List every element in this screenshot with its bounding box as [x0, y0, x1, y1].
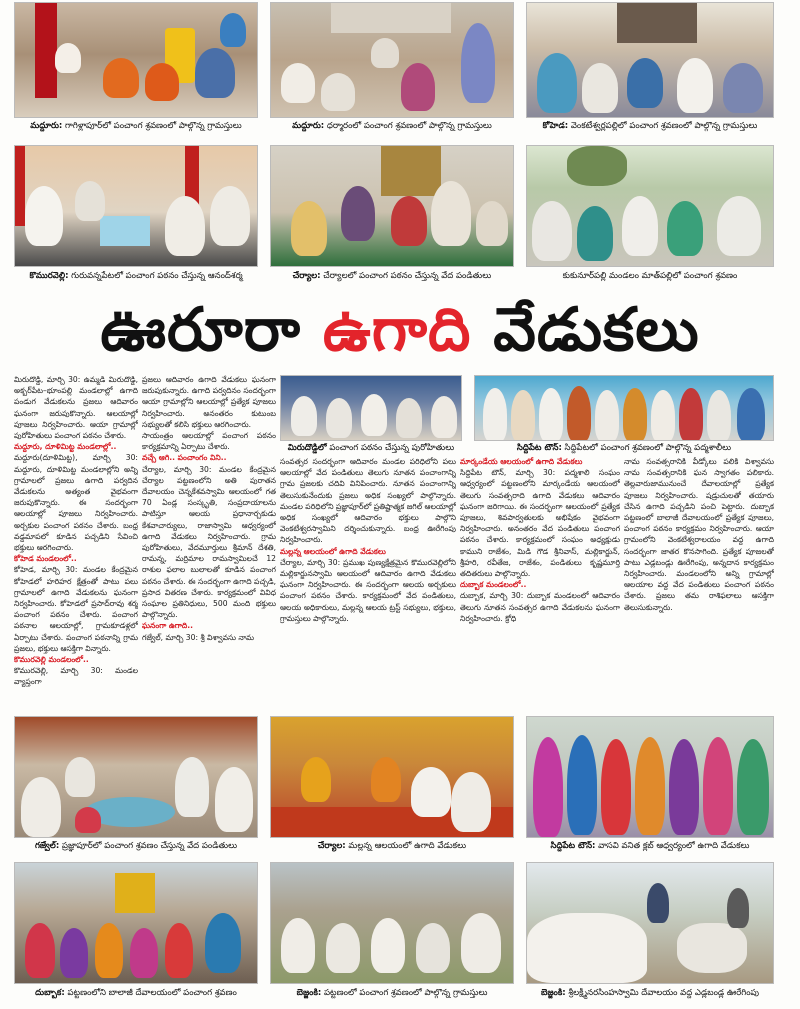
headline-part-1: ఊరూరా	[100, 295, 301, 365]
caption-balaji-temple-dubbaka: దుబ్బాక: పట్టణంలోని బాలాజీ దేవాలయంలో పంచాంగ శ్రవణం	[35, 988, 237, 998]
article-column-1	[14, 374, 138, 708]
article-paragraph: కోహెడ, మార్చి 30: మండల కేంద్రమైన కోహెడలో హరిహర క్షేత్రంతో పాటు పలు గ్రామాలలో ఉగాది వేడుకలను ఘనంగా నిర్వహించారు. కోహెడలో ప్రసాద్‌రావు శర్మ పంచాంగ పఠనం చేశారు. పంచాంగ పఠనాల ఆలయాల్లో, గ్రామకూడళ్లలో ఏర్పాటు చేశారు. పంచాంగ పఠనాన్ని గ్రామ ప్రజలు, భక్తులు ఆసక్తిగా విన్నారు.	[14, 565, 138, 653]
caption-mathpally: కుకునూర్‌పల్లి మండలం మాత్‌పల్లిలో పంచాంగ శ్రవణం	[562, 271, 738, 281]
article-paragraph: సిద్దిపేట టౌన్, మార్చి 30: పద్మశాలి సంఘం ఆధ్వర్యంలో పట్టణంలోని మార్కండేయ ఆలయంలో తెలుగు సంవత్సరాది ఉగాది వేడుకలు ఆదివారం ఘనంగా జరిగాయి. ఈ సందర్భంగా ఆలయంలో ప్రత్యేక పూజలు, శివపార్వతులకు అభిషేకం వైభవంగా నిర్వహించారు. అనంతరం వేద పండితులు పంచాంగ పఠనం చేశారు. కార్యక్రమంలో సంఘం అధ్యక్షుడు కాముని రాజేశం, మిడి గౌడ శ్రీనివాస్, మల్లికార్జున్, శ్రీహరి, రవీతేజ, రాజేశం, పండితులు కృష్ణమూర్తి తదితరులు పాల్గొన్నారు.	[460, 468, 620, 579]
article-subheading: కొమురవెల్లి మండలంలో..	[14, 655, 89, 665]
article-subheading: మద్దూరు, దూళిమిట్ట మండలాల్లో..	[14, 442, 117, 452]
caption-mirudoddi: మిరుదొడ్డిలో పంచాంగ పఠనం చేస్తున్న పురోహితులు	[287, 443, 455, 453]
article-column-2	[142, 374, 276, 708]
article-paragraph: మద్దూరు(దూళిమిట్ట), మార్చి 30: మద్దూరు, దూళిమిట్ట మండలాల్లోని అన్ని గ్రామాలలో ప్రజలు ఉగాది పర్వదిన వేడుకలను అత్యంత వైభవంగా జరుపుకొన్నారు. ఈ సందర్భంగా ఆలయాల్లో పూజలు నిర్వహించారు. అర్చకుల పంచాంగ పఠనం చేశారు. బంధ్ర వడ్డమాపలో కూడిన పచ్చడిని సేవించి భక్తులు ఆరగించారు.	[14, 453, 138, 553]
caption-mallanna-temple: చేర్యాల: మల్లన్న ఆలయంలో ఉగాది వేడుకలు	[317, 841, 467, 851]
photo-mathpally	[526, 145, 774, 267]
photo-mirudoddi	[280, 375, 462, 441]
article-subheading: మార్కండేయ ఆలయంలో ఉగాది వేడుకలు	[460, 457, 583, 466]
article-paragraph: కొమురవెల్లి, మార్చి 30: మండల వ్యాప్తంగా	[14, 666, 138, 687]
photo-dharmaram	[270, 2, 514, 118]
photo-balaji-temple-dubbaka	[14, 862, 258, 984]
photo-cheryala	[270, 145, 514, 267]
caption-guruvannapeta: కొమురవెల్లి: గురువన్నపేటలో పంచాంగ పఠనం చేస్తున్న ఆనంద్‌శర్మ	[29, 271, 243, 281]
photo-mallanna-temple	[270, 716, 514, 838]
article-column-3	[280, 456, 456, 708]
article-paragraph: చేర్యాల, మార్చి 30: ప్రముఖ పుణ్యక్షేత్రమైన కొమురవెల్లిలోని మల్లికార్జునస్వామి ఆలయంలో ఆదివారం ఉగాది వేడుకలు ఘనంగా నిర్వహించారు. ఈ సందర్భంగా ఆలయ అర్చకులు పంచాంగ పఠనం చేశారు. కార్యక్రమంలో వేద పండితులు, ఆలయ అధికారులు, మల్లన్న ఆలయ ట్రస్ట్ సభ్యులు, భక్తులు, గ్రామస్తులు పాల్గొన్నారు.	[280, 557, 456, 623]
photo-guruvannapeta	[14, 145, 258, 267]
article-paragraph: నామ సంవత్సరానికి వీడ్కోలు పలికి విశ్వావసు నామ సంవత్సరానికి ఘన స్వాగతం పలికారు. తెల్లవారుజామునుంచే దేవాలయాల్లో ప్రత్యేక పూజలు నిర్వహించారు. షడ్రుచులతో తయారు చేసిన ఉగాది పచ్చడిని పంచి పెట్టారు. దుబ్బాక పట్టణంలో బాలాజీ దేవాలయంలో ప్రత్యేక పూజలు, పంచాంగ పఠనం కార్యక్రమం నిర్వహించారు. ఆయా గ్రామంలోని వెంకటేశ్వరాలయం వద్ద ఉగాది సందర్భంగా జాతర కొనసాగింది. ప్రత్యేక పూజలతో పాటు ఎడ్లబండ్లు ఊరేగింపు, అన్నదాన కార్యక్రమం నిర్వహించారు. మండలంలోని అన్ని గ్రామాల్లో ఆలయాల వద్ద వేద పండితులు పంచాంగ పఠనం చేశారు. ప్రజలు తమ రాశిఫలాలు ఆసక్తిగా తెలుసుకున్నారు.	[624, 457, 774, 612]
photo-bejjanki-town	[270, 862, 514, 984]
article-paragraph: మిరుదొడ్డి, మార్చి 30: ఉమ్మడి మిరుదొడ్డి, అక్బర్‌పేట–భూంపల్లి మండలాల్లో ఉగాది పండుగ వేడుకలను ప్రజలు ఆదివారం ఘనంగా జరుపుకొన్నారు. ఆలయాల్లో పూజలు నిర్వహించారు. ఆయా గ్రామాల్లో పురోహితులు పంచాంగ పఠనం చేశారు.	[14, 375, 138, 441]
article-paragraph: చేర్యాల, మార్చి 30: మండల కేంద్రమైన చేర్యాల పట్టణంలోని అతి పురాతన దేవాలయం చెన్నకేశవస్వామి ఆలయంలో గత 70 ఏండ్ల సంస్కృతి, సంప్రదాయాలను పాటిస్తూ ఆలయ ప్రధానార్చకుడు కేశవాచార్యులు, రాజాస్వామి ఆధ్వర్యంలో ఉగాది వేడుకలు నిర్వహించారు. గ్రామ పురోహితులు, వేదమూర్తులు శ్రీమాన్ దేశతి, రామన్న, మర్రిమాల రామస్వామిలచే 12 రాశుల ఫలాల బులాలతో కూడిన పంచాంగ పఠనం చేశారు. ఈ సందర్భంగా ఉగాది పచ్చడి, ప్రసాద వితరణ చేశారు. కార్యక్రమంలో వివిధ సంఘాల ప్రతినిధులు, 500 మంది భక్తులు పాల్గొన్నారు.	[142, 464, 276, 620]
photo-bullock-cart-procession	[526, 862, 774, 984]
caption-bullock-cart-procession: బెజ్జంకి: శ్రీలక్ష్మీనరసింహస్వామి దేవాలయం వద్ద ఎడ్లబండ్ల ఊరేగింపు	[540, 988, 760, 998]
article-paragraph: సంవత్సర సందర్భంగా ఆదివారం మండల పరిధిలోని పలు ఆలయాల్లో వేద పండితులు తెలుగు నూతన పంచాంగాన్ని గ్రామ ప్రజలకు చదివి వినిపించారు. నూతన పంచాంగాన్ని తెలుసుకునేందుకు ప్రజలు అధిక సంఖ్యలో పాల్గొన్నారు. మండల పరిధిలోని ప్రజ్ఞాపూర్‌లో ప్రతిష్టాత్మక జగిల్ ఆలయాల్లో అధిక సంఖ్యలో ఆదివారం భక్తులు పాల్గొని వెంకటేశ్వరస్వామిని దర్శించుకున్నారు. బంధ్ర ఊరేగింపు నిర్వహించారు.	[280, 457, 456, 545]
article-paragraph: ప్రజలు ఆదివారం ఉగాది వేడుకలు ఘనంగా జరుపుకున్నారు. ఉగాది పర్వదినం సందర్భంగా ఆయా గ్రామాల్లోని ఆలయాల్లో ప్రత్యేక పూజలు నిర్వహించారు. అనంతరం కుటుంబ సభ్యులతో కలిసి భక్తులు ఆరగించారు.	[142, 375, 276, 429]
photo-pragnapur	[14, 716, 258, 838]
caption-gagillapur: మద్దూరు: గాగిళ్లాపూర్‌లో పంచాంగ శ్రవణంలో పాల్గొన్న గ్రామస్తులు	[30, 121, 242, 131]
article-subheading: వచ్చే ఆగి.. పంచాంగం విని..	[142, 453, 227, 463]
photo-gagillapur	[14, 2, 258, 118]
article-paragraph: దుబ్బాక, మార్చి 30: దుబ్బాక మండలంలో ఆదివారం తెలుగు నూతన సంవత్సర ఉగాది వేడుకలను ఘనంగా నిర్వహించారు. క్రోధి	[460, 591, 620, 623]
caption-venkateshwarlapalli: కోహెడ: వెంకటేశ్వర్లపల్లిలో పంచాంగ శ్రవణంలో పాల్గొన్న గ్రామస్తులు	[542, 121, 758, 131]
headline-part-3: వేడుకలు	[493, 295, 700, 365]
article-paragraph: సాయంత్రం ఆలయాల్లో పంచాంగ పఠనం కార్యక్రమాన్ని ఏర్పాటు చేశారు.	[142, 431, 276, 452]
caption-siddipet-padmashali: సిద్దిపేట టౌన్: సిద్దిపేటలో పంచాంగ శ్రవణంలో పాల్గొన్న పద్మశాలీలు	[516, 443, 732, 453]
photo-vasavi-club	[526, 716, 774, 838]
caption-vasavi-club: సిద్దిపేట టౌన్: వాసవి వనిత క్లబ్ ఆధ్వర్యంలో ఉగాది వేడుకలు	[550, 841, 750, 851]
caption-cheryala: చేర్యాల: చేర్యాలలో పంచాంగ పఠనం చేస్తున్న వేద పండితులు	[292, 271, 492, 281]
caption-dharmaram: మద్దూరు: ధర్మారంలో పంచాంగ శ్రవణంలో పాల్గొన్న గ్రామస్తులు	[292, 121, 492, 131]
headline-part-2: ఉగాది	[322, 295, 472, 365]
article-subheading: ఘనంగా ఉగాది..	[142, 621, 194, 631]
article-column-4	[460, 456, 620, 708]
article-paragraph: గజ్వేల్, మార్చి 30: శ్రీ విశ్వావసు నామ	[142, 632, 255, 642]
article-subheading: కోహెడ మండలంలో..	[14, 554, 77, 564]
photo-siddipet-padmashali	[474, 375, 774, 441]
article-subheading: మల్లన్న ఆలయంలో ఉగాది వేడుకలు	[280, 546, 386, 556]
caption-bejjanki-town: బెజ్జంకి: పట్టణంలో పంచాంగ శ్రవణంలో పాల్గొన్న గ్రామస్తులు	[296, 988, 488, 998]
photo-venkateshwarlapalli	[526, 2, 774, 118]
headline	[14, 296, 786, 364]
caption-pragnapur: గజ్వేల్: ప్రజ్ఞాపూర్‌లో పంచాంగ శ్రవణం చేస్తున్న వేద పండితులు	[34, 841, 238, 851]
article-column-5	[624, 456, 774, 708]
article-subheading: దుబ్బాక మండలంలో..	[460, 580, 527, 590]
